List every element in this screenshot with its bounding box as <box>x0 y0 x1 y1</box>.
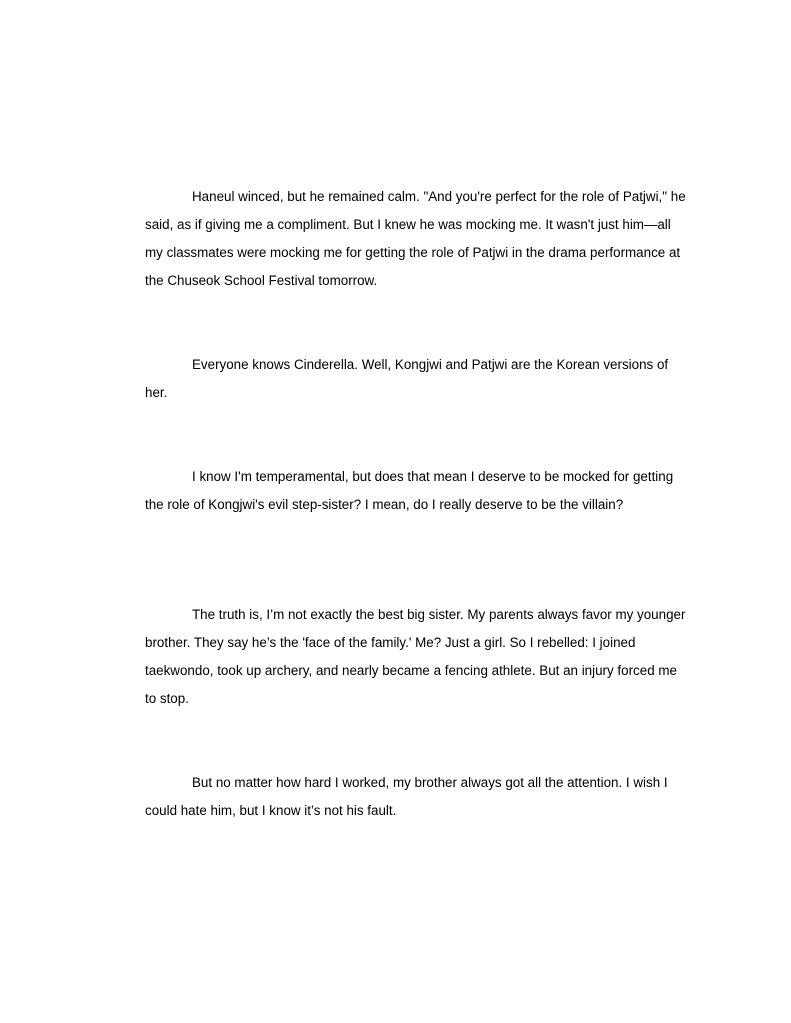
paragraph-5: But no matter how hard I worked, my brother always got all the attention. I wish I could hate him, but I know it’s not his fault. <box>145 775 668 818</box>
paragraph-4: The truth is, I’m not exactly the best big sister. My parents always favor my younger brother. They say he’s the 'face of the family.' Me? Just a girl. So I rebelled: I joined taekwondo, took up archery, and nearly became a fencing athlete. But an injury forced me to stop. <box>145 607 686 706</box>
paragraph-2: Everyone knows Cinderella. Well, Kongjwi and Patjwi are the Korean versions of her. <box>145 357 669 400</box>
paragraph-3: I know I'm temperamental, but does that mean I deserve to be mocked for getting the role of Kongjwi's evil step-sister? I mean, do I really deserve to be the villain? <box>145 469 674 512</box>
paragraph-1: Haneul winced, but he remained calm. "And you're perfect for the role of Patjwi," he said, as if giving me a compliment. But I knew he was mocking me. It wasn't just him—all my classmates were mocking me for getting the role of Patjwi in the drama performance at the Chuseok School Festival tomorrow. <box>145 189 686 288</box>
